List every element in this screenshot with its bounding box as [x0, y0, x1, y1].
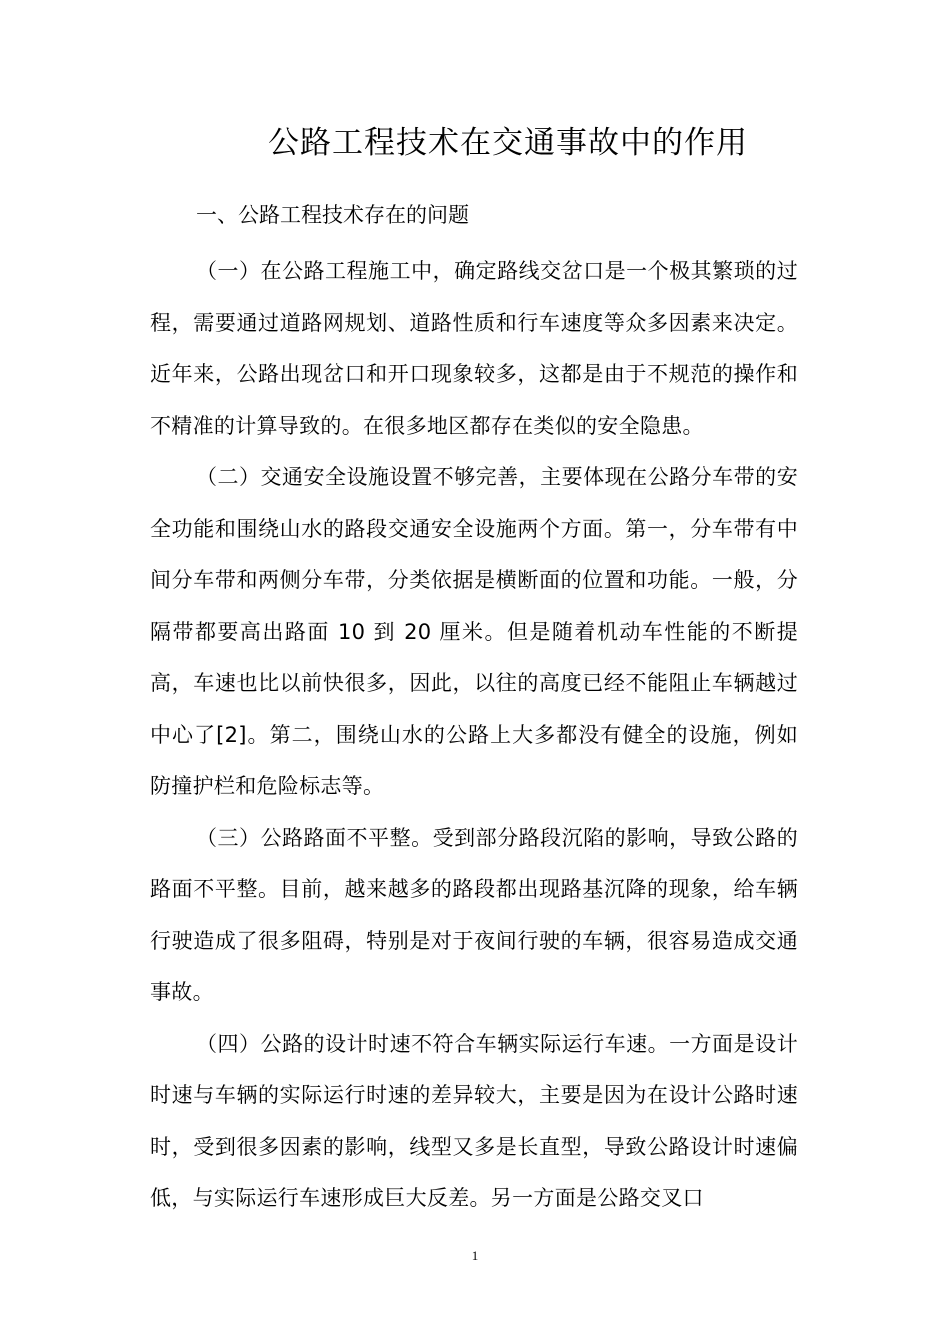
paragraph-3: （三）公路路面不平整。受到部分路段沉陷的影响，导致公路的路面不平整。目前，越来越多的路段都出现路基沉降的现象，给车辆行驶造成了很多阻碍，特别是对于夜间行驶的车辆，很容易造成交通事故。	[150, 825, 798, 1004]
paragraph-1: （一）在公路工程施工中，确定路线交岔口是一个极其繁琐的过程，需要通过道路网规划、道路性质和行车速度等众多因素来决定。近年来，公路出现岔口和开口现象较多，这都是由于不规范的操作和不精准的计算导致的。在很多地区都存在类似的安全隐患。	[150, 259, 798, 438]
document-body	[150, 246, 798, 1225]
section-heading: 一、公路工程技术存在的问题	[196, 203, 469, 227]
document-title: 公路工程技术在交通事故中的作用	[268, 125, 748, 161]
page-number: 1	[471, 1248, 479, 1263]
paragraph-4: （四）公路的设计时速不符合车辆实际运行车速。一方面是设计时速与车辆的实际运行时速的差异较大，主要是因为在设计公路时速时，受到很多因素的影响，线型又多是长直型，导致公路设计时速偏低，与实际运行车速形成巨大反差。另一方面是公路交叉口	[150, 1031, 798, 1210]
paragraph-2: （二）交通安全设施设置不够完善，主要体现在公路分车带的安全功能和围绕山水的路段交通安全设施两个方面。第一，分车带有中间分车带和两侧分车带，分类依据是横断面的位置和功能。一般，分隔带都要高出路面 10 到 20 厘米。但是随着机动车性能的不断提高，车速也比以前快很多，因此，以往的高度已经不能阻止车辆越过中心了[2]。第二，围绕山水的公路上大多都没有健全的设施，例如防撞护栏和危险标志等。	[150, 465, 798, 798]
